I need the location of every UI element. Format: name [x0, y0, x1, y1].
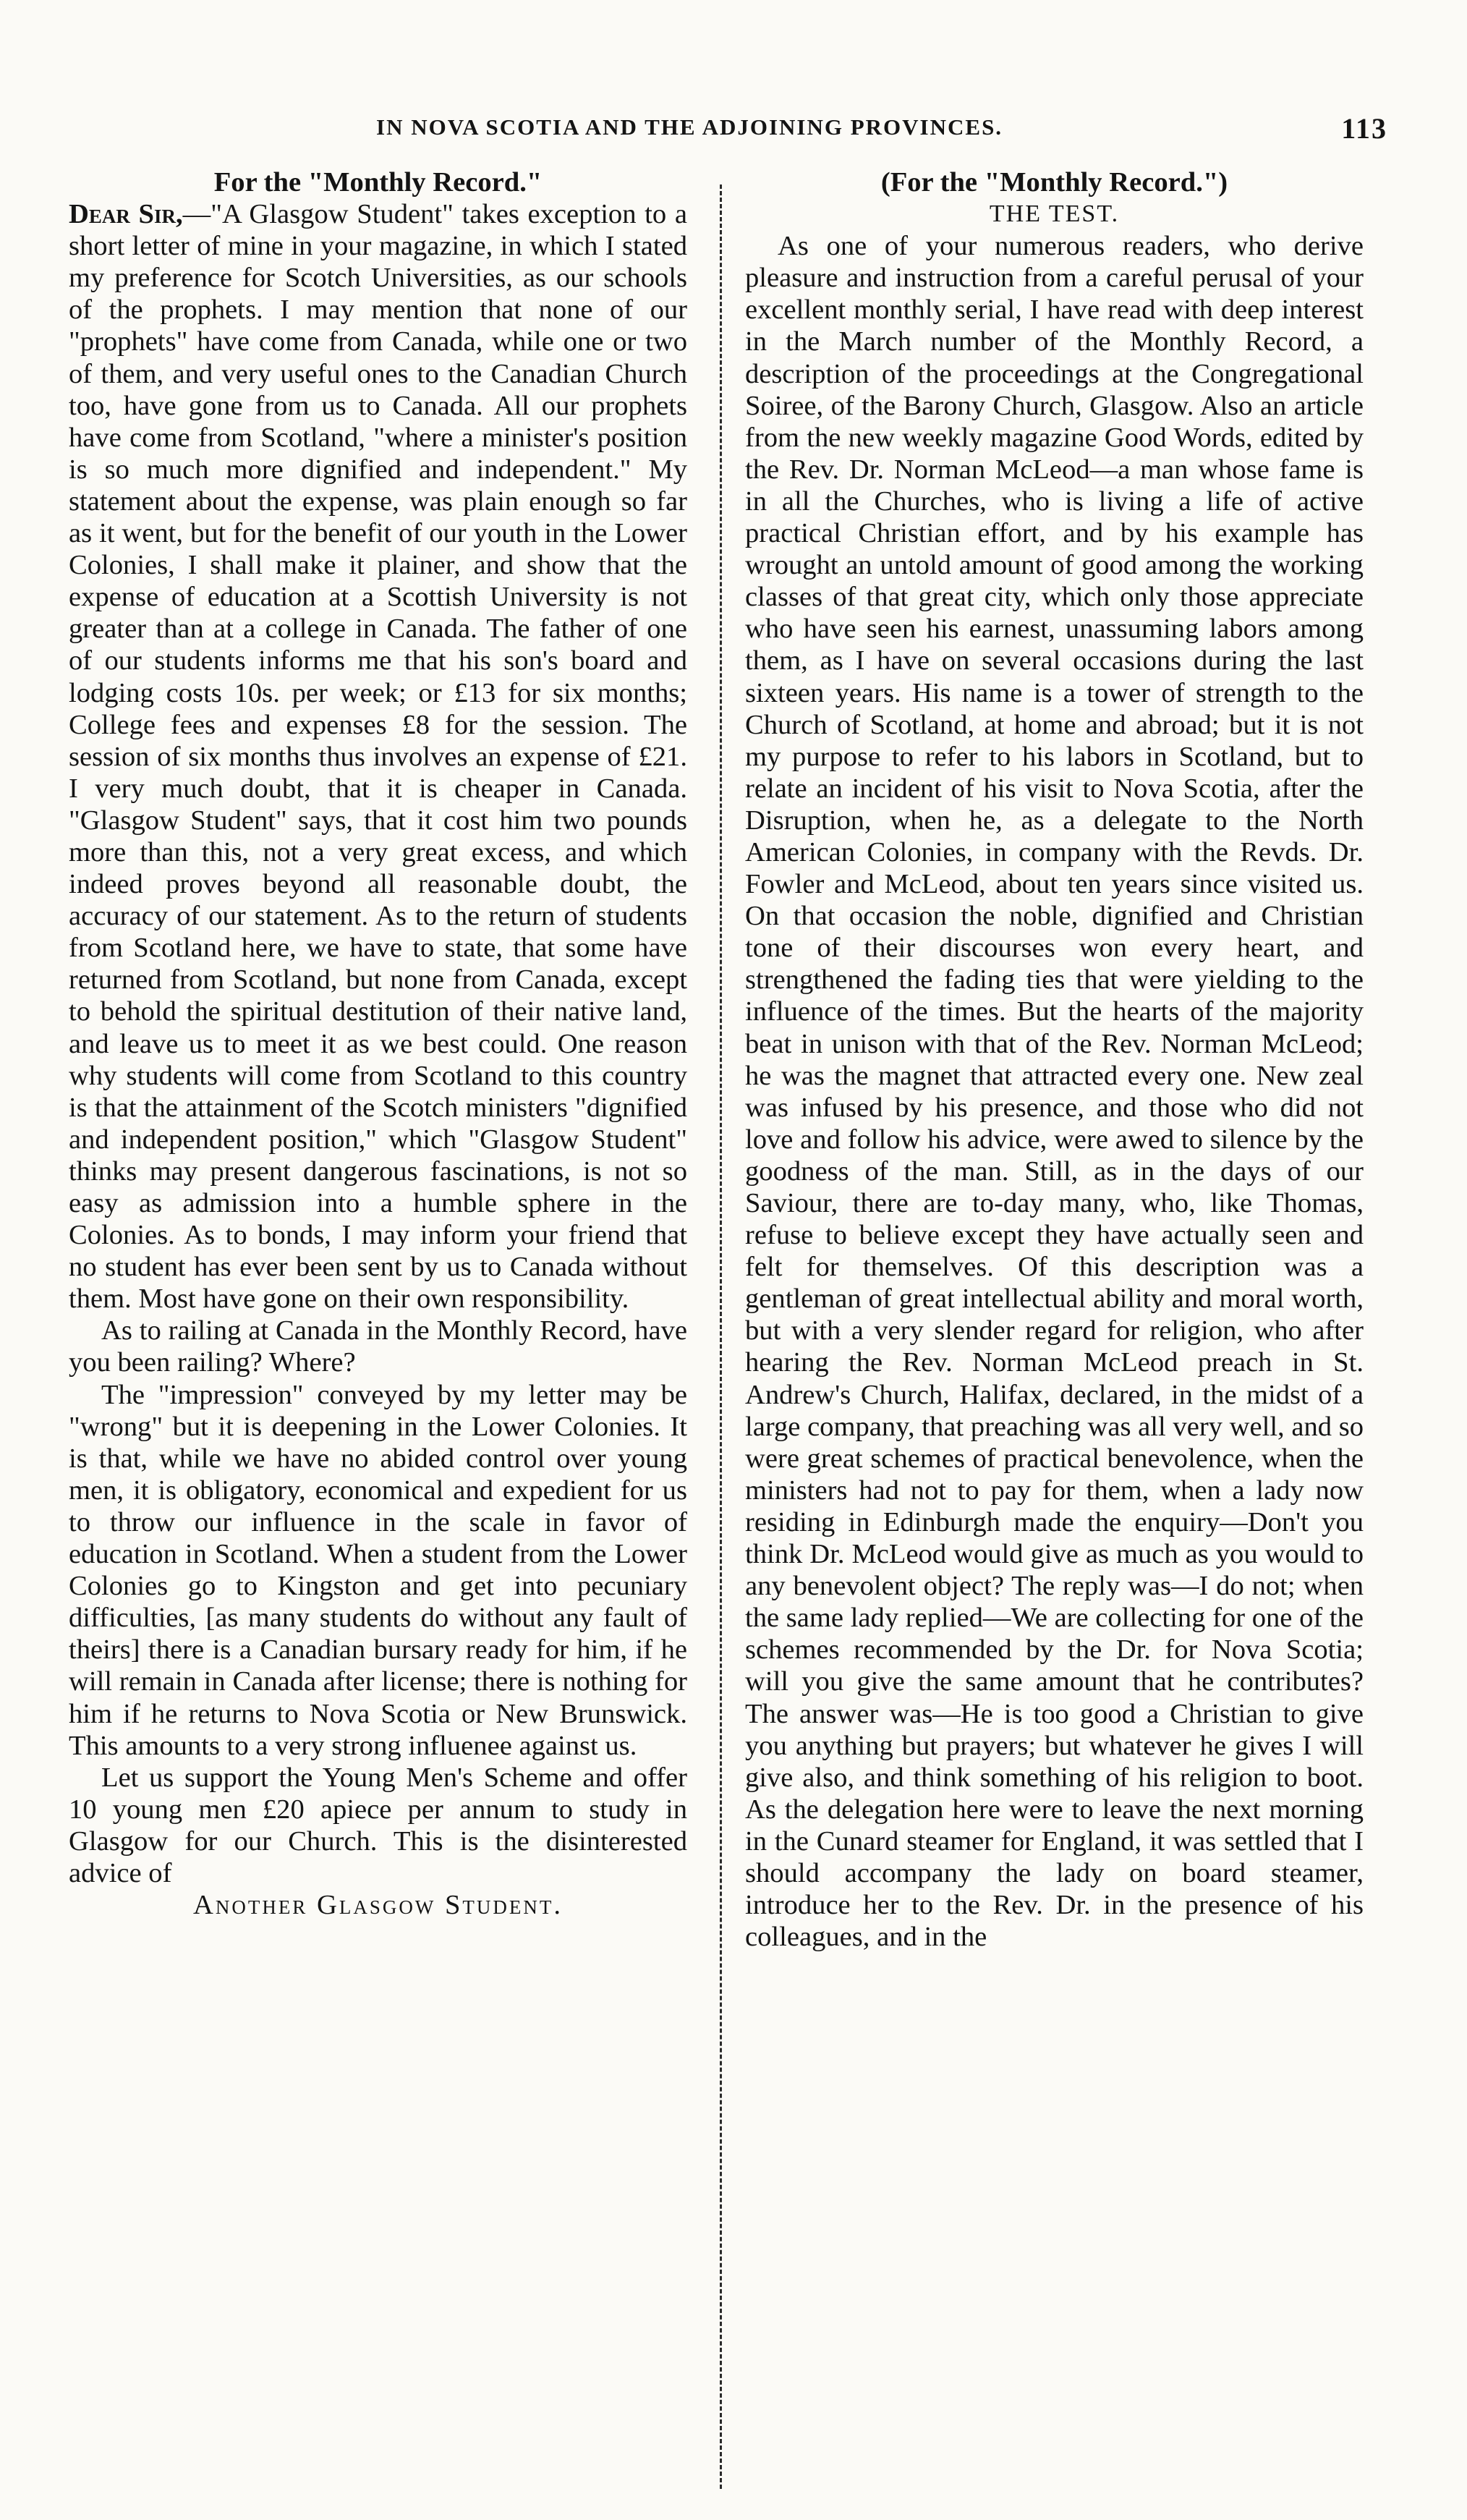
column-divider: [720, 184, 722, 2489]
running-head: [0, 109, 1467, 152]
right-heading: (For the "Monthly Record."): [880, 167, 1228, 198]
letter-paragraph-4: Let us support the Young Men's Scheme and offer 10 young men £20 apiece per annum to study in Glasgow for our Church. This is the disinterested advice of: [69, 1762, 687, 1888]
letter-paragraph-1: [69, 198, 687, 1315]
article-title: THE TEST.: [989, 200, 1120, 228]
letter-paragraph-3: The "impression" conveyed by my letter may be "wrong" but it is deepening in the Lower Colonies. It is that, while we have no abided control over young men, it is obligatory, economical and expedient for us to throw our influence in the scale in favor of education in Scotland. When a student from the Lower Colonies go to Kingston and get into pecuniary difficulties, [as many students do without any fault of theirs] there is a Canadian bursary ready for him, if he will remain in Canada after license; there is nothing for him if he returns to Nova Scotia or New Brunswick. This amounts to a very strong influenee against us.: [69, 1379, 687, 1761]
right-column: [745, 166, 1364, 1953]
left-column: [69, 166, 687, 1921]
signature: Another Glasgow Student.: [192, 1890, 564, 1921]
article-paragraph-1: As one of your numerous readers, who derive pleasure and instruction from a careful perusal of your excellent monthly serial, I have read with deep interest in the March number of the Monthly Record, a description of the proceedings at the Congregational Soiree, of the Barony Church, Glasgow. Also an article from the new weekly magazine Good Words, edited by the Rev. Dr. Norman McLeod—a man whose fame is in all the Churches, who is living a life of active practical Christian effort, and by his example has wrought an untold amount of good among the working classes of that great city, which only those appreciate who have seen his earnest, unassuming labors among them, as I have on several occasions during the last sixteen years. His name is a tower of strength to the Church of Scotland, at home and abroad; but it is not my purpose to refer to his labors in Scotland, but to relate an incident of his visit to Nova Scotia, after the Disruption, when he, as a delegate to the North American Colonies, in company with the Revds. Dr. Fowler and McLeod, about ten years since visited us. On that occasion the noble, dignified and Christian tone of their discourses won every heart, and strengthened the fading ties that were yielding to the influence of the times. But the hearts of the majority beat in unison with that of the Rev. Norman McLeod; he was the magnet that attracted every one. New zeal was infused by his presence, and those who did not love and follow his advice, were awed to silence by the goodness of the man. Still, as in the days of our Saviour, there are to-day many, who, like Thomas, refuse to believe except they have actually seen and felt for themselves. Of this description was a gentleman of great intellectual ability and moral worth, but with a very slender regard for religion, who after hearing the Rev. Norman McLeod preach in St. Andrew's Church, Halifax, declared, in the midst of a large company, that preaching was all very well, and so were great schemes of practical benevolence, when the ministers had not to pay for them, when a lady now residing in Edinburgh made the enquiry—Don't you think Dr. McLeod would give as much as you would to any benevolent object? The reply was—I do not; when the same lady replied—We are collecting for one of the schemes recommended by the Dr. for Nova Scotia; will you give the same amount that he contributes? The answer was—He is too good a Christian to give you anything but prayers; but whatever he gives I will give also, and think something of his religion to boot. As the delegation here were to leave the next morning in the Cunard steamer for England, it was settled that I should accompany the lady on board steamer, introduce her to the Rev. Dr. in the presence of his colleagues, and in the: [745, 231, 1364, 1953]
salutation: Dear Sir,: [69, 199, 183, 230]
page-number: 113: [1341, 112, 1387, 145]
letter-paragraph-2: As to railing at Canada in the Monthly Record, have you been railing? Where?: [69, 1315, 687, 1378]
letter-paragraph-1-text: —"A Glasgow Student" takes exception to a short letter of mine in your magazine, in which I stated my preference for Scotch Universities, as our schools of the prophets. I may mention that none of our "prophets" have come from Canada, while one or two of them, and very useful ones to the Canadian Church too, have gone from us to Canada. All our prophets have come from Scotland, "where a minister's position is so much more dignified and independent." My statement about the expense, was plain enough so far as it went, but for the benefit of our youth in the Lower Colonies, I shall make it plainer, and show that the expense of education at a Scottish University is not greater than at a college in Canada. The father of one of our students informs me that his son's board and lodging costs 10s. per week; or £13 for six months; College fees and expenses £8 for the session. The session of six months thus involves an expense of £21. I very much doubt, that it is cheaper in Canada. "Glasgow Student" says, that it cost him two pounds more than this, not a very great excess, and which indeed proves beyond all reasonable doubt, the accuracy of our statement. As to the return of students from Scotland here, we have to state, that some have returned from Scotland, but none from Canada, except to behold the spiritual destitution of their native land, and leave us to meet it as we best could. One reason why students will come from Scotland to this country is that the attainment of the Scotch ministers "dignified and independent position," which "Glasgow Student" thinks may present dangerous fascinations, is not so easy as admission into a humble sphere in the Colonies. As to bonds, I may inform your friend that no student has ever been sent by us to Canada without them. Most have gone on their own responsibility.: [69, 199, 687, 1315]
left-heading: For the "Monthly Record.": [213, 167, 543, 198]
running-head-title: IN NOVA SCOTIA AND THE ADJOINING PROVINCES.: [376, 114, 1003, 140]
